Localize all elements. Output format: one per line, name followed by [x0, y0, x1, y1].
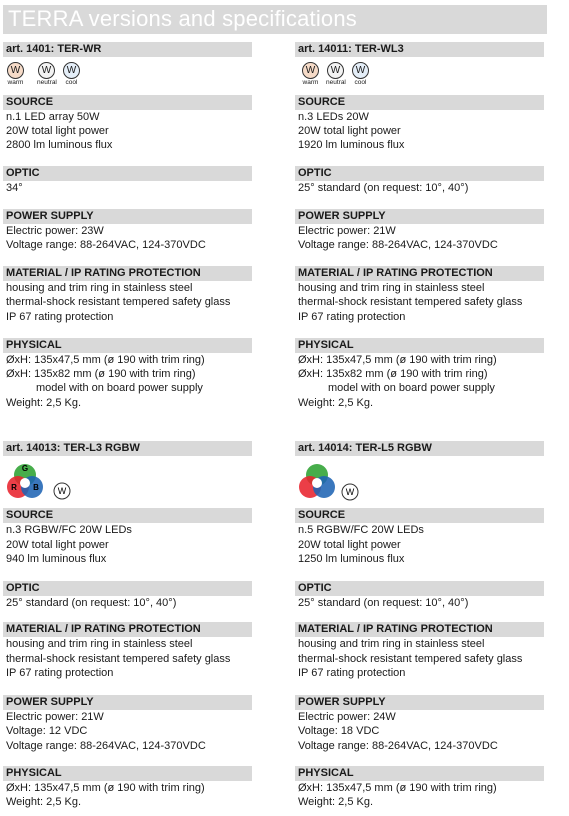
spec-line: Electric power: 24W: [298, 711, 396, 723]
product-card: [295, 441, 544, 813]
spec-line: Voltage: 18 VDC: [298, 725, 380, 737]
spec-line: Electric power: 21W: [6, 711, 104, 723]
warm-badge: W warm: [6, 62, 25, 87]
spec-line: thermal-shock resistant tempered safety glass: [298, 296, 523, 308]
neutral-badge: W neutral: [37, 62, 56, 87]
spec-line: model with on board power supply: [328, 382, 495, 394]
spec-line: Voltage range: 88-264VAC, 124-370VDC: [6, 239, 206, 251]
w-icon: W: [302, 62, 319, 79]
spec-line: 25° standard (on request: 10°, 40°): [298, 182, 469, 194]
product-header: art. 14013: TER-L3 RGBW: [3, 441, 252, 456]
spec-line: 2800 lm luminous flux: [6, 139, 113, 151]
spec-line: ØxH: 135x47,5 mm (ø 190 with trim ring): [6, 354, 205, 366]
spec-line: 25° standard (on request: 10°, 40°): [298, 597, 469, 609]
product-card: [295, 42, 544, 414]
spec-line: thermal-shock resistant tempered safety glass: [6, 296, 231, 308]
section-title: MATERIAL / IP RATING PROTECTION: [3, 266, 252, 281]
spec-line: Weight: 2,5 Kg.: [6, 796, 82, 808]
spec-line: thermal-shock resistant tempered safety glass: [6, 653, 231, 665]
spec-line: 20W total light power: [6, 539, 109, 551]
spec-line: IP 67 rating protection: [6, 311, 114, 323]
spec-line: 1250 lm luminous flux: [298, 553, 405, 565]
spec-line: Voltage: 12 VDC: [6, 725, 88, 737]
section-title: PHYSICAL: [295, 766, 544, 781]
spec-line: housing and trim ring in stainless steel: [6, 638, 193, 650]
section-title: OPTIC: [295, 166, 544, 181]
section-title: PHYSICAL: [3, 766, 252, 781]
rgbw-icon: [6, 461, 76, 510]
spec-line: Voltage range: 88-264VAC, 124-370VDC: [298, 239, 498, 251]
section-title: OPTIC: [3, 166, 252, 181]
cool-badge: W cool: [62, 62, 81, 87]
page-title: TERRA versions and specifications: [8, 6, 357, 31]
b-label: B: [33, 483, 39, 492]
spec-line: Weight: 2,5 Kg.: [298, 796, 374, 808]
warm-badge: W warm: [301, 62, 320, 87]
title-bar: [3, 5, 547, 34]
neutral-badge: W neutral: [326, 62, 345, 87]
spec-line: Weight: 2,5 Kg.: [298, 397, 374, 409]
section-title: PHYSICAL: [3, 338, 252, 353]
w-label: W: [345, 487, 355, 497]
cool-badge: W cool: [351, 62, 370, 87]
section-title: SOURCE: [3, 95, 252, 110]
w-icon: W: [38, 62, 55, 79]
spec-line: IP 67 rating protection: [6, 667, 114, 679]
spec-line: 25° standard (on request: 10°, 40°): [6, 597, 177, 609]
spec-line: ØxH: 135x47,5 mm (ø 190 with trim ring): [298, 782, 497, 794]
section-title: PHYSICAL: [295, 338, 544, 353]
section-title: MATERIAL / IP RATING PROTECTION: [3, 622, 252, 637]
section-title: OPTIC: [3, 581, 252, 596]
section-title: POWER SUPPLY: [295, 209, 544, 224]
spec-line: housing and trim ring in stainless steel: [298, 282, 485, 294]
spec-line: ØxH: 135x47,5 mm (ø 190 with trim ring): [298, 354, 497, 366]
w-icon: W: [327, 62, 344, 79]
section-title: MATERIAL / IP RATING PROTECTION: [295, 266, 544, 281]
spec-line: ØxH: 135x47,5 mm (ø 190 with trim ring): [6, 782, 205, 794]
spec-line: Electric power: 23W: [6, 225, 104, 237]
section-title: SOURCE: [295, 95, 544, 110]
spec-line: Weight: 2,5 Kg.: [6, 397, 82, 409]
w-icon: W: [7, 62, 24, 79]
product-header: art. 14014: TER-L5 RGBW: [295, 441, 544, 456]
spec-line: 940 lm luminous flux: [6, 553, 107, 565]
product-card: [3, 42, 252, 414]
product-header: art. 1401: TER-WR: [3, 42, 252, 57]
section-title: POWER SUPPLY: [295, 695, 544, 710]
spec-line: Electric power: 21W: [298, 225, 396, 237]
spec-line: 34°: [6, 182, 23, 194]
spec-line: 20W total light power: [298, 539, 401, 551]
section-title: OPTIC: [295, 581, 544, 596]
r-label: R: [11, 483, 17, 492]
section-title: POWER SUPPLY: [3, 695, 252, 710]
spec-line: n.1 LED array 50W: [6, 111, 100, 123]
spec-line: IP 67 rating protection: [298, 311, 406, 323]
section-title: MATERIAL / IP RATING PROTECTION: [295, 622, 544, 637]
section-title: POWER SUPPLY: [3, 209, 252, 224]
spec-line: ØxH: 135x82 mm (ø 190 with trim ring): [298, 368, 488, 380]
product-card: [3, 441, 252, 813]
spec-line: n.3 LEDs 20W: [298, 111, 369, 123]
spec-line: Voltage range: 88-264VAC, 124-370VDC: [298, 740, 498, 752]
spec-line: Voltage range: 88-264VAC, 124-370VDC: [6, 740, 206, 752]
spec-line: IP 67 rating protection: [298, 667, 406, 679]
spec-line: 20W total light power: [6, 125, 109, 137]
spec-line: housing and trim ring in stainless steel: [6, 282, 193, 294]
w-label: W: [57, 486, 67, 496]
spec-line: 1920 lm luminous flux: [298, 139, 405, 151]
section-title: SOURCE: [295, 508, 544, 523]
spec-line: n.3 RGBW/FC 20W LEDs: [6, 524, 132, 536]
product-header: art. 14011: TER-WL3: [295, 42, 544, 57]
w-icon: W: [352, 62, 369, 79]
spec-line: housing and trim ring in stainless steel: [298, 638, 485, 650]
spec-line: thermal-shock resistant tempered safety glass: [298, 653, 523, 665]
spec-line: model with on board power supply: [36, 382, 203, 394]
spec-line: 20W total light power: [298, 125, 401, 137]
spec-line: ØxH: 135x82 mm (ø 190 with trim ring): [6, 368, 196, 380]
rgbw-icon: [298, 461, 368, 510]
spec-line: n.5 RGBW/FC 20W LEDs: [298, 524, 424, 536]
g-label: G: [21, 464, 29, 473]
w-icon: W: [63, 62, 80, 79]
section-title: SOURCE: [3, 508, 252, 523]
